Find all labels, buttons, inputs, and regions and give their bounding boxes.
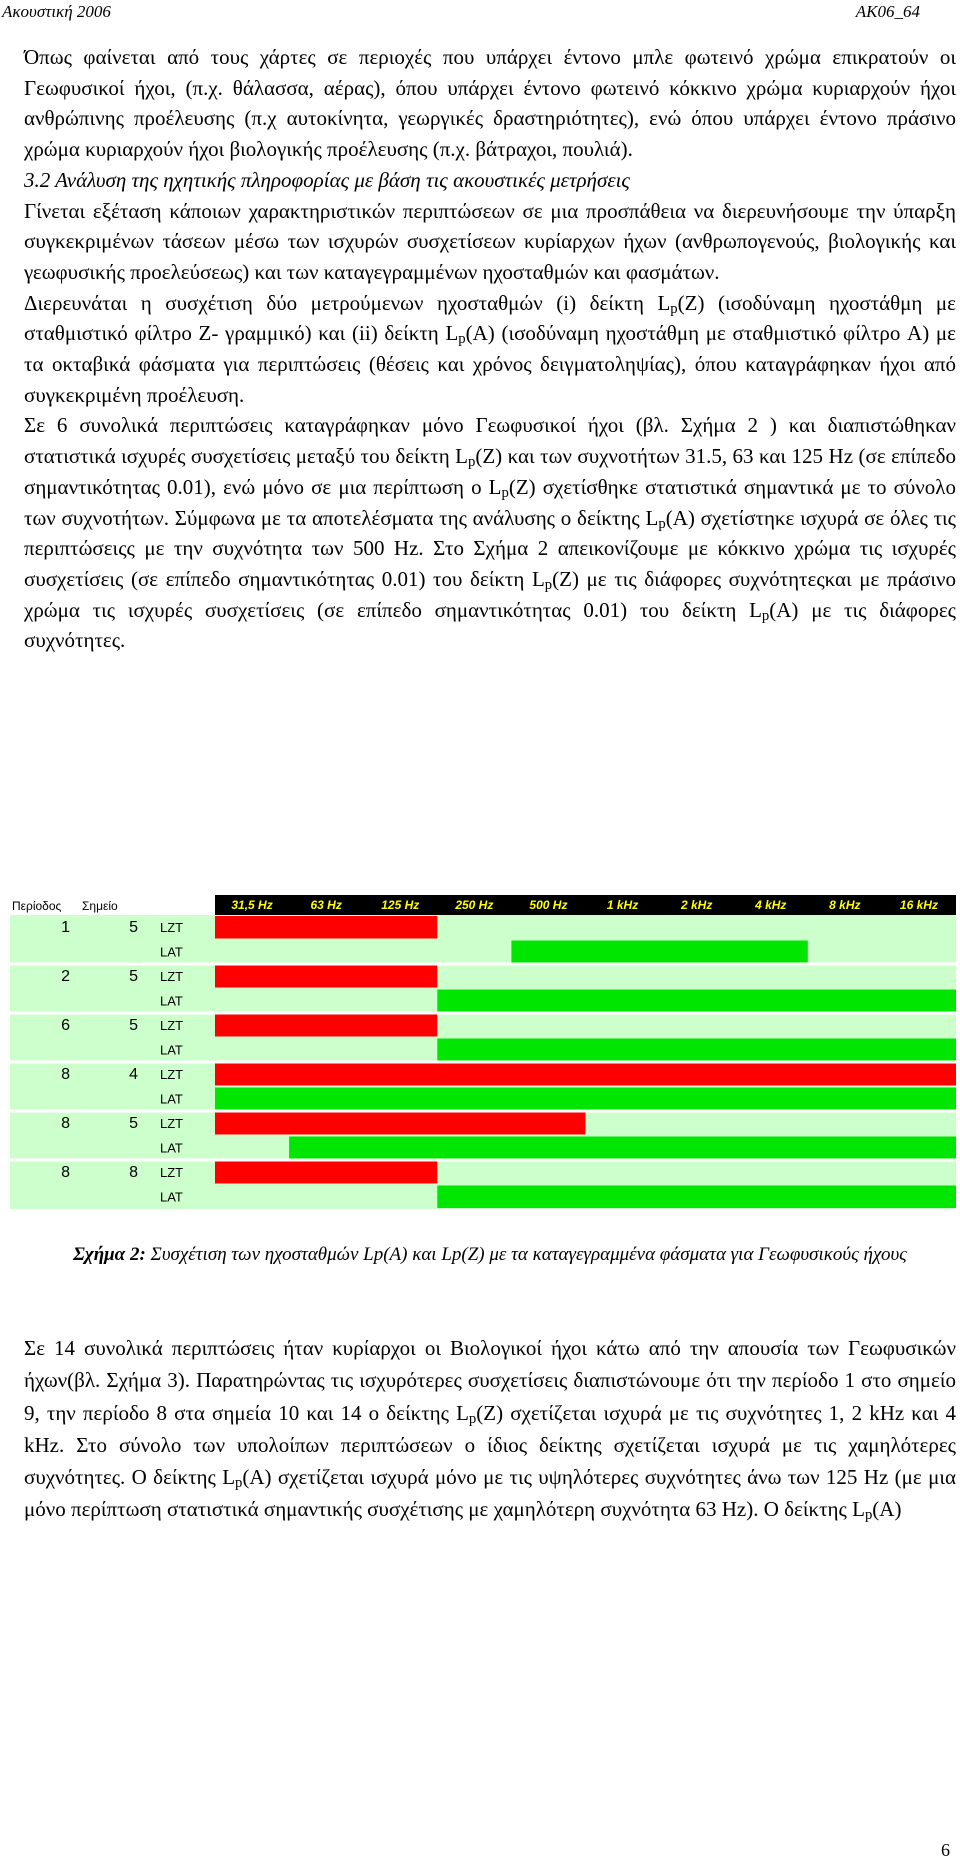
row-period: 8 (61, 1066, 70, 1083)
row-background (10, 940, 956, 965)
correlation-bar (215, 916, 437, 939)
row-background (10, 1013, 956, 1038)
frequency-label: 31,5 Hz (231, 898, 273, 912)
frequency-label: 16 kHz (899, 898, 938, 912)
frequency-label: 500 Hz (529, 898, 568, 912)
row-period: 1 (61, 919, 70, 936)
row-point: 8 (129, 1164, 138, 1181)
row-index: LZT (160, 1018, 184, 1033)
row-index: LZT (160, 1116, 184, 1131)
correlation-bar (437, 1186, 956, 1209)
row-background (10, 964, 956, 989)
paragraph-1: Όπως φαίνεται από τους χάρτες σε περιοχές που υπάρχει έντονο μπλε φωτεινό χρώμα επικρατούν οι Γεωφυσικοί ήχοι, (π.χ. θάλασσα, αέρας), όπου υπάρχει έντονο φωτεινό κόκκινο χρώμα κυριαρχούν ήχοι ανθρώπινης προέλευσης (π.χ αυτοκίνητα, γεωργικές δραστηριότητες), ενώ όπου υπάρχει έντονο πράσινο χρώμα κυριαρχούν ήχοι βιολογικής προέλευσης (π.χ. βάτραχοι, πουλιά). (24, 45, 956, 162)
row-index: LZT (160, 1067, 184, 1082)
frequency-label: 2 kHz (680, 898, 713, 912)
correlation-figure (10, 895, 956, 1205)
body-text-top (24, 42, 956, 656)
row-point: 5 (129, 1017, 138, 1034)
correlation-bar (215, 1088, 956, 1111)
correlation-bar (215, 1063, 956, 1086)
row-period: 8 (61, 1115, 70, 1132)
row-period: 6 (61, 1017, 70, 1034)
running-header-right: AK06_64 (855, 2, 920, 21)
row-point: 4 (129, 1066, 138, 1083)
row-index: LZT (160, 969, 184, 984)
row-background (10, 915, 956, 940)
row-index: LAT (160, 1140, 183, 1156)
row-background (10, 1160, 956, 1185)
caption-text: Συσχέτιση των ηχοσταθμών Lp(A) και Lp(Z) με τα καταγεγραμμένα φάσματα για Γεωφυσικούς ήχους (145, 1244, 907, 1265)
paragraph-3: Διερευνάται η συσχέτιση δύο μετρούμενων ηχοσταθμών (i) δείκτη $L_p(Z)$ (ισοδύναμη ηχοστάθμη με σταθμιστικό φίλτρο Z- γραμμικό) και (ii) δείκτη $L_p(A)$ (ισοδύναμη ηχοστάθμη με σταθμιστικό φίλτρο A) με τα οκταβικά φάσματα για περιπτώσεις (θέσεις και χρόνος δειγματοληψίας), όπου καταγράφηκαν ήχοι από συγκεκριμένη προέλευση. (24, 290, 956, 407)
correlation-bar (215, 965, 437, 988)
row-point: 5 (129, 968, 138, 985)
row-index: LAT (160, 1091, 183, 1107)
correlation-bar (437, 1039, 956, 1062)
row-period: 8 (61, 1164, 70, 1181)
row-point: 5 (129, 919, 138, 936)
header-period: Περίοδος (12, 899, 62, 913)
frequency-label: 4 kHz (755, 898, 787, 912)
correlation-bar (215, 1014, 437, 1037)
correlation-bar (215, 1161, 437, 1184)
frequency-label: 1 kHz (606, 898, 639, 912)
row-point: 5 (129, 1115, 138, 1132)
row-index: LAT (160, 1189, 183, 1205)
row-index: LAT (160, 993, 183, 1009)
correlation-bar (511, 941, 807, 964)
section-title: 3.2 Ανάλυση της ηχητικής πληροφορίας με βάση τις ακουστικές μετρήσεις (24, 167, 630, 192)
page-number: 6 (941, 1840, 950, 1860)
frequency-label: 125 Hz (381, 898, 420, 912)
row-index: LAT (160, 944, 183, 960)
header-point: Σημείο (82, 899, 118, 913)
correlation-bar (215, 1112, 586, 1135)
row-index: LZT (160, 1165, 184, 1180)
paragraph-5: Σε 14 συνολικά περιπτώσεις ήταν κυρίαρχοι οι Βιολογικοί ήχοι κάτω από την απουσία των Γεωφυσικών ήχων(βλ. Σχήμα 3). Παρατηρώντας τις ισχυρότερες συσχετίσεις διαπιστώνουμε ότι την περίοδο 1 στο σημείο 9, την περίοδο 8 στα σημεία 10 και 14 ο δείκτης $L_p(Z)$ σχετίζεται ισχυρά με τις συχνότητες 1, 2 kHz και 4 kHz. Στο σύνολο των υπολοίπων περιπτώσεων ο ίδιος δείκτης σχετίζεται ισχυρά με τις χαμηλότερες συχνότητες. Ο δείκτης $L_p(A)$ σχετίζεται ισχυρά μόνο με τις υψηλότερες συχνότητες άνω των 125 Hz (με μια μόνο περίπτωση στατιστικά σημαντικής συσχέτισης με χαμηλότερη συχνότητα 63 Hz). Ο δείκτης $L_p(A)$ (24, 1336, 956, 1524)
row-period: 2 (61, 968, 70, 985)
row-index: LZT (160, 920, 184, 935)
caption-label: Σχήμα 2: (73, 1244, 146, 1265)
frequency-label: 8 kHz (829, 898, 861, 912)
correlation-chart (10, 895, 956, 1205)
correlation-bar (289, 1137, 956, 1160)
frequency-label: 250 Hz (455, 898, 494, 912)
frequency-label: 63 Hz (310, 898, 342, 912)
paragraph-4: Σε 6 συνολικά περιπτώσεις καταγράφηκαν μόνο Γεωφυσικοί ήχοι (βλ. Σχήμα 2 ) και διαπιστώθηκαν στατιστικά ισχυρές συσχετίσεις μεταξύ του δείκτη $L_p(Z)$ και των συχνοτήτων 31.5, 63 και 125 Hz (σε επίπεδο σημαντικότητας 0.01), ενώ μόνο σε μια περίπτωση ο $L_p(Z)$ σχετίσθηκε στατιστικά σημαντικά με το σύνολο των συχνοτήτων. Σύμφωνα με τα αποτελέσματα της ανάλυσης ο δείκτης $L_p(A)$ σχετίστηκε ισχυρά σε όλες τις περιπτώσειςς με την συχνότητα των 500 Hz. Στο Σχήμα 2 απεικονίζουμε με κόκκινο χρώμα τις ισχυρές συσχετίσεις (σε επίπεδο σημαντικότητας 0.01) του δείκτη $L_p(Z)$ με τις διάφορες συχνότητεςκαι με πράσινο χρώμα τις ισχυρές συσχετίσεις (σε επίπεδο σημαντικότητας 0.01) του δείκτη $L_p(A)$ με τις διάφορες συχνότητες. (24, 413, 956, 653)
body-text-bottom (24, 1332, 956, 1526)
row-index: LAT (160, 1042, 183, 1058)
running-header-left: Ακουστική 2006 (2, 2, 111, 21)
figure-caption (24, 1240, 956, 1270)
correlation-bar (437, 990, 956, 1013)
paragraph-2: Γίνεται εξέταση κάποιων χαρακτηριστικών περιπτώσεων σε μια προσπάθεια να διερευνήσουμε την ύπαρξη συγκεκριμένων τάσεων μέσω των ισχυρών συσχετίσεων κυρίαρχων ήχων (ανθρωπογενούς, βιολογικής και γεωφυσικής προελεύσεως) και των καταγεγραμμένων ηχοσταθμών και φασμάτων. (24, 198, 956, 284)
